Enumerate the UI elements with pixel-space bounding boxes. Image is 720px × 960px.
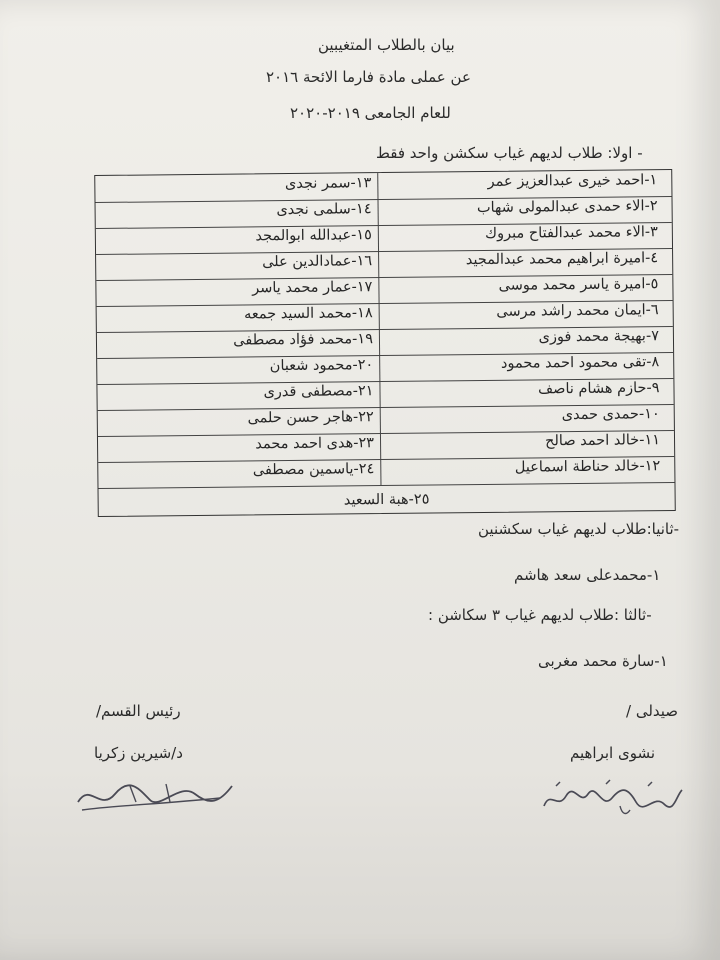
table-cell-last: ٢٥-هبة السعيد xyxy=(343,491,430,509)
table-cell-left: ٢٢-هاجر حسن حلمى xyxy=(247,409,374,427)
table-cell-left: ١٩-محمد فؤاد مصطفى xyxy=(233,331,374,349)
table-cell-left: ١٣-سمر نجدى xyxy=(284,175,372,193)
section3-title: -ثالثا :طلاب لديهم غياب ٣ سكاشن : xyxy=(428,606,652,624)
table-cell-right: ٤-اميرة ابراهيم محمد عبدالمجيد xyxy=(465,250,659,269)
table-cell-right: ٢-الاء حمدى عبدالمولى شهاب xyxy=(476,198,658,217)
header-line1: بيان بالطلاب المتغيبين xyxy=(318,36,455,54)
header-line3: للعام الجامعى ٢٠١٩-٢٠٢٠ xyxy=(290,104,451,122)
table-cell-left: ١٦-عمادالدين على xyxy=(262,253,373,271)
table-cell-right: ١٠-حمدى حمدى xyxy=(561,406,660,424)
left-signature-title: رئيس القسم/ xyxy=(96,702,181,720)
table-row-last xyxy=(99,482,675,514)
left-handwritten-signature xyxy=(70,772,240,822)
left-signature-name: د/شيرين زكريا xyxy=(94,744,183,762)
table-cell-right: ٧-بهيجة محمد فوزى xyxy=(538,328,660,346)
table-cell-left: ١٥-عبدالله ابوالمجد xyxy=(255,227,372,245)
table-cell-right: ١٢-خالد حناطة اسماعيل xyxy=(514,458,661,476)
section3-item: ١-سارة محمد مغربى xyxy=(538,652,668,670)
header-line2: عن عملى مادة فارما الائحة ٢٠١٦ xyxy=(266,68,471,86)
table-cell-right: ٣-الاء محمد عبدالفتاح مبروك xyxy=(485,224,658,242)
section2-title: -ثانيا:طلاب لديهم غياب سكشنين xyxy=(478,520,680,538)
section2-item: ١-محمدعلى سعد هاشم xyxy=(514,566,661,584)
table-cell-left: ٢١-مصطفى قدرى xyxy=(263,383,374,401)
table-cell-left: ١٨-محمد السيد جمعه xyxy=(243,305,373,323)
table-cell-right: ٥-اميرة ياسر محمد موسى xyxy=(498,276,659,294)
table-cell-left: ٢٣-هدى احمد محمد xyxy=(255,435,375,453)
absence-table xyxy=(94,169,676,517)
table-cell-right: ٩-حازم هشام ناصف xyxy=(538,380,660,398)
table-cell-right: ١١-خالد احمد صالح xyxy=(545,432,661,450)
right-handwritten-signature xyxy=(536,776,686,820)
right-signature-name: نشوى ابراهيم xyxy=(570,744,656,762)
table-cell-left: ٢٤-ياسمين مصطفى xyxy=(252,461,375,479)
table-cell-left: ٢٠-محمود شعبان xyxy=(269,357,374,375)
table-cell-right: ٦-ايمان محمد راشد مرسى xyxy=(496,302,659,320)
table-cell-left: ١٧-عمار محمد ياسر xyxy=(252,279,373,297)
table-cell-right: ١-احمد خيرى عبدالعزيز عمر xyxy=(487,172,658,190)
table-cell-left: ١٤-سلمى نجدى xyxy=(276,201,372,219)
section1-title: - اولا: طلاب لديهم غياب سكشن واحد فقط xyxy=(376,144,643,162)
table-cell-right: ٨-تقى محمود احمد محمود xyxy=(500,354,660,372)
right-signature-title: صيدلى / xyxy=(626,702,679,720)
